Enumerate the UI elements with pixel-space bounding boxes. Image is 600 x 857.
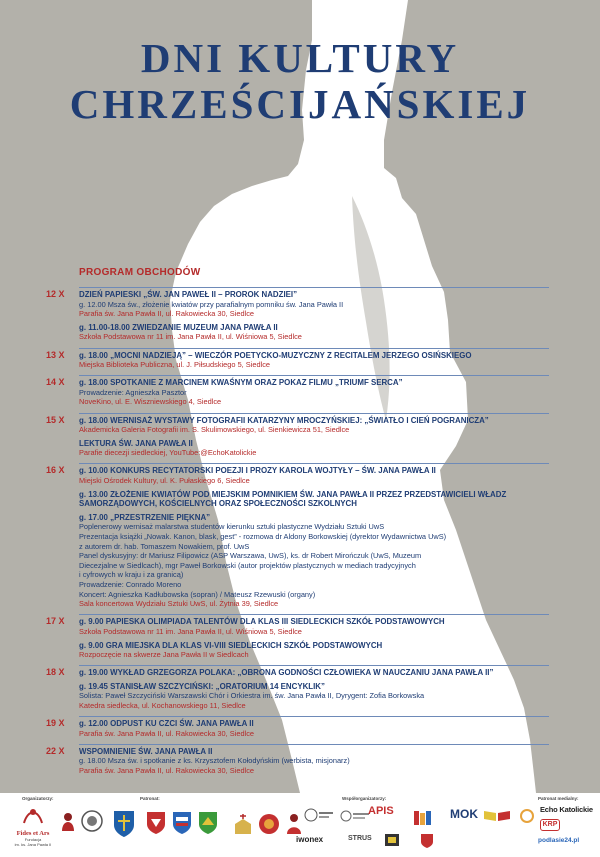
sponsors-footer [0, 793, 600, 857]
regional-library-logo [482, 809, 512, 828]
day-divider [79, 287, 549, 288]
event-detail: Diecezjalne w Siedlcach), mgr Paweł Borkowski (autor projektów plastycznych w mediach tradycyjnych [79, 560, 416, 570]
program-event [79, 490, 549, 509]
event-detail: g. 12.00 Msza św., złożenie kwiatów przy parafialnym pomniku św. Jana Pawła II [79, 299, 344, 309]
page-title-line1: DNI KULTURY [140, 35, 460, 81]
program-event [79, 378, 549, 407]
strus-logo: STRUS [348, 835, 372, 842]
book-icon [482, 809, 512, 823]
event-venue: Katedra siedlecka, ul. Kochanowskiego 11, Siedlce [79, 700, 246, 710]
event-detail: g. 18.00 Msza św. i spotkanie z ks. Krzysztofem Kołodyńskim (werbista, misjonarz) [79, 756, 350, 766]
day-date: 16 X [46, 465, 65, 476]
event-venue: Parafie diecezji siedleckiej, YouTube:@EchoKatolickie [79, 448, 257, 458]
crest-icon [198, 811, 218, 835]
uws-art-logo [340, 809, 370, 827]
day-date: 12 X [46, 289, 65, 299]
program-event [79, 617, 549, 636]
program-event [79, 323, 549, 342]
event-detail: Prowadzenie: Conrado Moreno [79, 579, 182, 589]
crest-icon [172, 811, 192, 835]
crest-icon [146, 811, 166, 835]
church-icon [232, 813, 254, 835]
university-seal-icon [304, 807, 334, 823]
program-heading: PROGRAM OBCHODÓW [79, 267, 201, 278]
day-date: 17 X [46, 616, 65, 627]
fides-sub2: im. ks. Jana Pawła II [14, 842, 52, 847]
label-media: Patronat medialny: [538, 796, 579, 801]
program-event [79, 466, 549, 485]
event-venue: NoveKino, ul. E. Wiszniewskiego 4, Siedlce [79, 397, 222, 407]
event-venue: Akademicka Galeria Fotografii im. S. Skulimowskiego, ul. Sienkiewicza 51, Siedlce [79, 425, 350, 435]
shield-icon [420, 833, 434, 849]
label-patronage: Patronat: [140, 796, 160, 801]
coat-of-arms-1 [146, 811, 166, 840]
sponsor-logo-shield [420, 833, 434, 854]
organizer-logo-3 [80, 809, 104, 838]
day-date: 13 X [46, 349, 65, 360]
echo-katolickie-logo: Echo Katolickie [540, 805, 593, 814]
program-event [79, 747, 549, 776]
library-logo [412, 809, 442, 832]
uws-logo [304, 807, 334, 828]
day-divider [79, 614, 549, 615]
event-venue: Szkoła Podstawowa nr 11 im. Jana Pawła II, ul. Wiśniowa 5, Siedlce [79, 626, 302, 636]
event-venue: Parafia św. Jana Pawła II, ul. Rakowiecka 30, Siedlce [79, 309, 255, 319]
day-date: 18 X [46, 667, 65, 678]
day-date: 15 X [46, 414, 65, 425]
program-event [79, 641, 549, 660]
program-event [79, 668, 549, 678]
event-title: g. 18.00 WERNISAŻ WYSTAWY FOTOGRAFII KATARZYNY MROCZYŃSKIEJ: „ŚWIATŁO I CIEŃ POGRANICZA” [79, 415, 489, 425]
coat-of-arms-2 [172, 811, 192, 840]
fides-et-ars-logo [8, 805, 58, 847]
round-seal-icon [80, 809, 104, 833]
day-divider [79, 463, 549, 464]
krp-logo: KRP [540, 819, 560, 831]
event-title: g. 9.00 PAPIESKA OLIMPIADA TALENTÓW DLA KLAS III SIEDLECKICH SZKÓŁ PODSTAWOWYCH [79, 617, 445, 627]
organizer-logo-2 [58, 809, 78, 838]
label-coorganizers: Współorganizatorzy: [342, 796, 387, 801]
event-venue: Szkoła Podstawowa nr 11 im. Jana Pawła II, ul. Wiśniowa 5, Siedlce [79, 332, 302, 342]
day-divider [79, 716, 549, 717]
day-divider [79, 665, 549, 666]
mok-logo: MOK [450, 807, 478, 821]
event-venue: Sala koncertowa Wydziału Sztuki UwS, ul. Żytnia 39, Siedlce [79, 599, 279, 609]
cathedral-logo [232, 813, 254, 840]
fides-sub1: Fundacja [24, 837, 42, 842]
saint-emblem-icon [58, 809, 78, 833]
label-organizers: Organizatorzy: [22, 796, 54, 801]
event-venue: Miejska Biblioteka Publiczna, ul. J. Piłsudskiego 5, Siedlce [79, 360, 271, 370]
program-event [79, 290, 549, 319]
iwonex-logo: iwonex [296, 835, 324, 844]
program-event [79, 351, 549, 370]
event-title: DZIEŃ PAPIESKI „ŚW. JAN PAWEŁ II – PROROK NADZIEI” [79, 290, 298, 299]
university-icon [258, 813, 280, 835]
program-event [79, 682, 549, 711]
square-emblem-icon [384, 833, 400, 847]
event-title: g. 9.00 GRA MIEJSKA DLA KLAS VI-VIII SIEDLECKICH SZKÓŁ PODSTAWOWYCH [79, 640, 383, 650]
event-title: g. 19.45 STANISŁAW SZCZYCIŃSKI: „ORATORIUM 14 ENCYKLIK” [79, 681, 325, 691]
event-title: g. 18.00 „MOCNI NADZIEJĄ” – WIECZÓR POETYCKO-MUZYCZNY Z RECITALEM JERZEGO OSIŃSKIEGO [79, 350, 472, 360]
podlasie24-logo: podlasie24.pl [538, 837, 580, 844]
program-event [79, 416, 549, 435]
bishop-coat-icon [112, 809, 136, 839]
circle-emblem-icon [520, 809, 534, 823]
event-title: g. 11.00-18.00 ZWIEDZANIE MUZEUM JANA PAWŁA II [79, 322, 278, 332]
event-detail: Koncert: Agnieszka Kadłubowska (sopran) / Mateusz Rzewuski (organy) [79, 589, 316, 599]
event-title: g. 10.00 KONKURS RECYTATORSKI POEZJI I PROZY KAROLA WOJTYŁY – ŚW. JANA PAWŁA II [79, 466, 436, 476]
university-logo [258, 813, 280, 840]
day-divider [79, 375, 549, 376]
library-icon [412, 809, 442, 827]
event-title: g. 17.00 „PRZESTRZENIE PIĘKNA” [79, 512, 211, 522]
fides-emblem-icon [22, 805, 44, 825]
event-detail: z autorem dr. hab. Tomaszem Nowakiem, prof. UwS [79, 541, 250, 551]
event-detail: Panel dyskusyjny: dr Mariusz Filipowicz (ASP Warszawa, UwS), ks. dr Robert Mirończuk (UwS, Muzeum [79, 551, 422, 561]
day-divider [79, 348, 549, 349]
event-title: g. 13.00 ZŁOŻENIE KWIATÓW POD MIEJSKIM POMNIKIEM ŚW. JANA PAWŁA II PRZEZ PRZEDSTAWICIELI WŁADZ SAMORZĄDOWYCH, KOŚCIELNYCH ORAZ SPOŁECZNOŚCI SZKOLNYCH [79, 489, 507, 509]
event-detail: Solista: Paweł Szczyciński Warszawski Chór i Orkiestra im. św. Jana Pawła II, Dyrygent: Zofia Borkowska [79, 691, 425, 701]
day-date: 19 X [46, 718, 65, 729]
event-detail: Prezentacja książki „Nowak. Kanon, blask, gest” - rozmowa dr Aldony Borkowskiej (dyrektor Wydawnictwa UwS) [79, 531, 447, 541]
event-venue: Parafia św. Jana Pawła II, ul. Rakowiecka 30, Siedlce [79, 765, 255, 775]
fides-name: Fides et Ars [16, 830, 50, 837]
program-event [79, 719, 549, 738]
day-divider [79, 413, 549, 414]
day-date: 14 X [46, 377, 65, 388]
bishop-coat-logo [112, 809, 136, 844]
event-venue: Parafia św. Jana Pawła II, ul. Rakowiecka 30, Siedlce [79, 728, 255, 738]
faculty-seal-icon [340, 810, 370, 822]
event-detail: Prowadzenie: Agnieszka Pasztor [79, 387, 187, 397]
event-detail: i cyfrowych w kraju i za granicą) [79, 570, 184, 580]
program-event [79, 439, 549, 458]
event-title: WSPOMNIENIE ŚW. JANA PAWŁA II [79, 746, 213, 756]
coat-of-arms-3 [198, 811, 218, 840]
event-detail: Poplenerowy wernisaż malarstwa studentów kierunku sztuki plastyczne Wydziału Sztuki UwS [79, 522, 385, 532]
day-date: 22 X [46, 745, 65, 756]
apis-logo: APIS [368, 805, 394, 817]
event-title: LEKTURA ŚW. JANA PAWŁA II [79, 438, 193, 448]
coorganizer-logo-last [520, 809, 534, 828]
event-title: g. 19.00 WYKŁAD GRZEGORZA POLAKA: „OBRONA GODNOŚCI CZŁOWIEKA W NAUCZANIU JANA PAWŁA II” [79, 668, 494, 678]
event-title: g. 18.00 SPOTKANIE Z MARCINEM KWAŚNYM ORAZ POKAZ FILMU „TRIUMF SERCA” [79, 378, 403, 388]
page-title-line2: CHRZEŚCIJAŃSKIEJ [69, 81, 531, 127]
figure-icon [284, 813, 304, 835]
program-event [79, 513, 549, 609]
event-venue: Miejski Ośrodek Kultury, ul. K. Pułaskiego 6, Siedlce [79, 475, 250, 485]
day-divider [79, 744, 549, 745]
sponsor-logo-dark [384, 833, 400, 852]
event-title: g. 12.00 ODPUST KU CZCI ŚW. JANA PAWŁA II [79, 719, 254, 729]
event-venue: Rozpoczęcie na skwerze Jana Pawła II w Siedlcach [79, 650, 249, 660]
